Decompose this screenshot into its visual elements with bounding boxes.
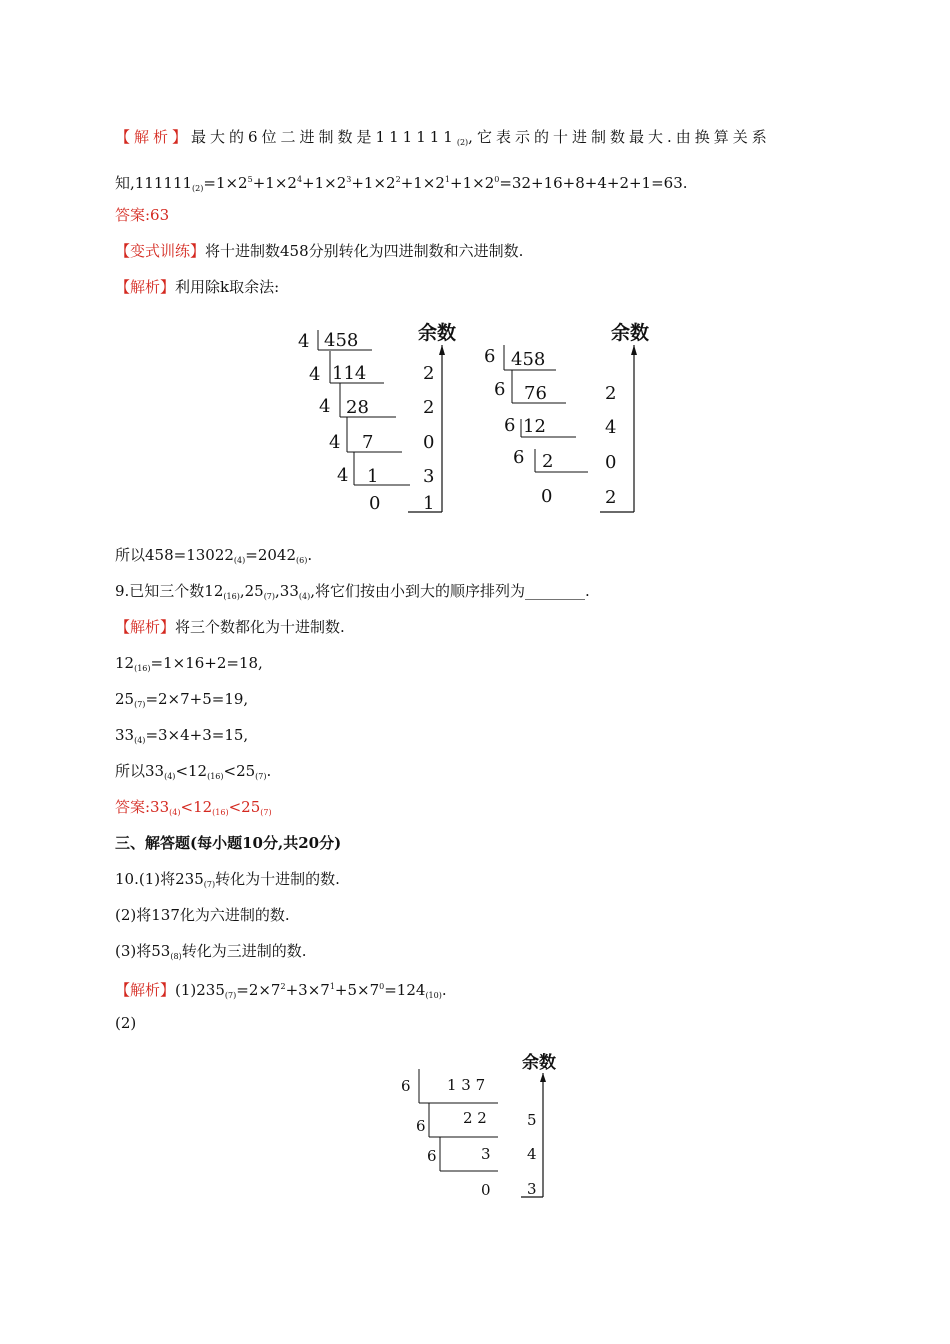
question-10-part1: 10.(1)将$235_{(7)}$转化为十进制的数.	[115, 870, 340, 889]
svg-text:6: 6	[401, 1077, 411, 1095]
svg-text:4: 4	[337, 465, 349, 486]
conclusion-1: 所以$458=13022_{(4)}=2042_{(6)}$.	[115, 546, 313, 565]
analysis-4: 【解析】$(1)235_{(7)}=2\times 7^2+3\times 7^1+5\times 7^0=124_{(10)}$.	[115, 981, 447, 1000]
analysis-tag: 【解析】	[115, 981, 176, 999]
analysis-paragraph-1-cont: 知$,111111_{(2)}=1\times 2^5+1\times 2^4+1\times 2^3+1\times 2^2+1\times 2^1+1\times 2^0=32+16+8+4+2+1=63$.	[115, 174, 688, 193]
division-diagram-base4	[290, 315, 470, 520]
remainder-header: 余数	[611, 322, 650, 344]
svg-text:458: 458	[324, 330, 359, 351]
svg-text:6: 6	[484, 346, 496, 367]
question-10-part2: (2)将137化为六进制的数.	[115, 906, 290, 924]
svg-text:4: 4	[329, 432, 341, 453]
svg-text:2: 2	[605, 383, 617, 404]
conclusion-2: 所以$33_{(4)}<12_{(16)}<25_{(7)}$.	[115, 762, 272, 781]
analysis-2: 【解析】利用除k取余法:	[115, 278, 280, 296]
answer-1: 答案:63	[115, 206, 170, 224]
svg-text:5: 5	[527, 1111, 537, 1129]
svg-text:4: 4	[605, 417, 617, 438]
svg-text:6: 6	[416, 1117, 426, 1135]
variant-training: 【变式训练】将十进制数458分别转化为四进制数和六进制数.	[115, 242, 524, 260]
svg-text:6: 6	[504, 415, 516, 436]
svg-text:0: 0	[605, 452, 617, 473]
svg-text:2: 2	[605, 487, 617, 508]
question-10-part3: (3)将$53_{(8)}$转化为三进制的数.	[115, 942, 307, 961]
remainder-header: 余数	[418, 322, 457, 344]
svg-text:6: 6	[427, 1147, 437, 1165]
division-diagram-137	[395, 1045, 565, 1205]
section-heading: 三、解答题(每小题10分,共20分)	[115, 834, 342, 852]
svg-text:2: 2	[423, 363, 435, 384]
svg-text:6: 6	[494, 379, 506, 400]
analysis-tag: 【解析】	[115, 128, 192, 146]
calc-line-3: $33_{(4)}=3\times 4+3=15$,	[115, 726, 249, 745]
svg-text:0: 0	[541, 486, 553, 507]
svg-text:3: 3	[481, 1145, 491, 1163]
svg-text:0: 0	[423, 432, 435, 453]
calc-line-2: $25_{(7)}=2\times 7+5=19$,	[115, 690, 249, 709]
variant-tag: 【变式训练】	[115, 242, 206, 260]
svg-text:1: 1	[367, 466, 379, 487]
svg-text:2: 2	[423, 397, 435, 418]
answer-2: 答案$:33_{(4)}<12_{(16)}<25_{(7)}$	[115, 798, 272, 817]
svg-text:114: 114	[332, 363, 367, 384]
svg-text:6: 6	[513, 447, 525, 468]
analysis-3: 【解析】将三个数都化为十进制数.	[115, 618, 345, 636]
analysis-tag: 【解析】	[115, 618, 176, 636]
svg-text:28: 28	[346, 397, 369, 418]
question-9: 9.已知三个数$12_{(16)},25_{(7)},33_{(4)}$,将它们按由小到大的顺序排列为________.	[115, 582, 590, 601]
svg-text:7: 7	[362, 432, 374, 453]
svg-text:76: 76	[524, 383, 547, 404]
svg-text:4: 4	[298, 331, 310, 352]
svg-text:2: 2	[542, 451, 554, 472]
svg-text:3: 3	[527, 1180, 537, 1198]
svg-text:4: 4	[309, 364, 321, 385]
remainder-header: 余数	[522, 1053, 556, 1073]
svg-text:3: 3	[423, 466, 435, 487]
analysis-paragraph-1: 【解析】最大的6位二进制数是$111111_{(2)}$,它表示的十进制数最大.由换算关系	[115, 128, 771, 147]
svg-text:4: 4	[319, 396, 331, 417]
analysis-tag: 【解析】	[115, 278, 176, 296]
svg-text:458: 458	[511, 349, 546, 370]
svg-text:2 2: 2 2	[463, 1109, 487, 1127]
svg-text:12: 12	[523, 416, 546, 437]
calc-line-1: $12_{(16)}=1\times 16+2=18$,	[115, 654, 263, 673]
svg-text:0: 0	[369, 493, 381, 514]
part-2-label: (2)	[115, 1014, 137, 1032]
svg-text:1: 1	[423, 493, 435, 514]
svg-text:1 3 7: 1 3 7	[447, 1076, 486, 1094]
svg-text:0: 0	[481, 1181, 491, 1199]
division-diagram-base6	[480, 315, 670, 520]
svg-text:4: 4	[527, 1145, 537, 1163]
answer-blank: ________	[525, 582, 586, 600]
